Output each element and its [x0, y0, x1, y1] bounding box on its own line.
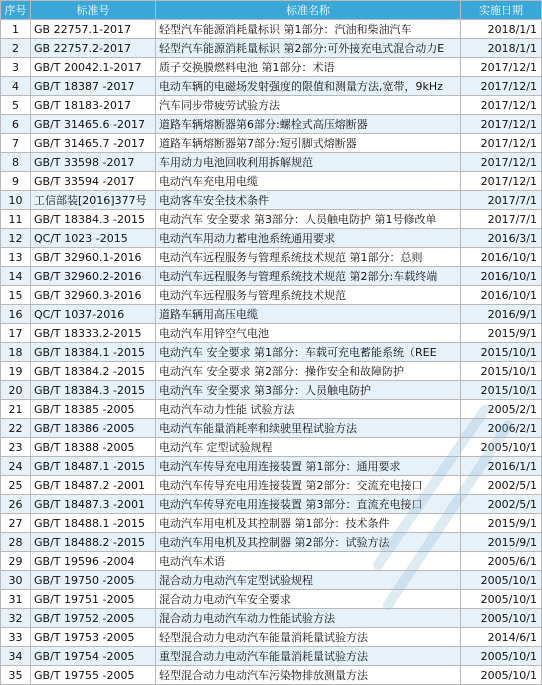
standard-code: GB/T 32960.2-2016 — [31, 267, 156, 286]
table-row — [1, 552, 542, 571]
row-index: 22 — [1, 419, 31, 438]
effective-date: 2002/5/1 — [461, 476, 542, 495]
standard-code: GB/T 20042.1-2017 — [31, 58, 156, 77]
row-index: 8 — [1, 153, 31, 172]
effective-date: 2014/6/1 — [461, 628, 542, 647]
row-index: 12 — [1, 229, 31, 248]
standard-name: 混合动力电动汽车定型试验规程 — [156, 571, 461, 590]
standard-name: 电动车辆的电磁场发射强度的限值和测量方法,宽带，9kHz — [156, 77, 461, 96]
effective-date: 2005/10/1 — [461, 647, 542, 666]
row-index: 32 — [1, 609, 31, 628]
effective-date: 2005/10/1 — [461, 571, 542, 590]
standard-name: 电动汽车 安全要求 第3部分：人员触电防护 — [156, 381, 461, 400]
row-index: 3 — [1, 58, 31, 77]
effective-date: 2017/7/1 — [461, 210, 542, 229]
effective-date: 2005/2/1 — [461, 400, 542, 419]
effective-date: 2017/12/1 — [461, 58, 542, 77]
table-row — [1, 457, 542, 476]
effective-date: 2016/10/1 — [461, 286, 542, 305]
table-row — [1, 286, 542, 305]
standard-name: 汽车同步带疲劳试验方法 — [156, 96, 461, 115]
standard-code: QC/T 1023 -2015 — [31, 229, 156, 248]
standard-code: GB/T 18487.3 -2001 — [31, 495, 156, 514]
table-row — [1, 400, 542, 419]
standard-code: GB/T 18487.2 -2001 — [31, 476, 156, 495]
table-row — [1, 533, 542, 552]
standard-code: GB/T 18388 -2005 — [31, 438, 156, 457]
row-index: 24 — [1, 457, 31, 476]
standard-name: 电动汽车传导充电用连接装置 第3部分：直流充电接口 — [156, 495, 461, 514]
effective-date: 2006/2/1 — [461, 419, 542, 438]
standard-code: 工信部装[2016]377号 — [31, 191, 156, 210]
table-row — [1, 172, 542, 191]
row-index: 34 — [1, 647, 31, 666]
table-row — [1, 590, 542, 609]
standard-name: 电动汽车动力性能 试验方法 — [156, 400, 461, 419]
standard-name: 电动汽车用电机及其控制器 第2部分：试验方法 — [156, 533, 461, 552]
effective-date: 2016/3/1 — [461, 229, 542, 248]
standard-name: 车用动力电池回收利用拆解规范 — [156, 153, 461, 172]
row-index: 5 — [1, 96, 31, 115]
effective-date: 2017/12/1 — [461, 77, 542, 96]
row-index: 14 — [1, 267, 31, 286]
effective-date: 2017/12/1 — [461, 153, 542, 172]
standard-name: 电动汽车传导充电用连接装置 第1部分：通用要求 — [156, 457, 461, 476]
table-row — [1, 39, 542, 58]
effective-date: 2017/12/1 — [461, 96, 542, 115]
row-index: 31 — [1, 590, 31, 609]
row-index: 19 — [1, 362, 31, 381]
effective-date: 2015/10/1 — [461, 343, 542, 362]
standard-name: 轻型混合动力电动汽车能量消耗量试验方法 — [156, 628, 461, 647]
row-index: 21 — [1, 400, 31, 419]
row-index: 28 — [1, 533, 31, 552]
standard-code: GB 22757.1-2017 — [31, 20, 156, 39]
standard-name: 电动汽车 安全要求 第3部分：人员触电防护 第1号修改单 — [156, 210, 461, 229]
standard-name: 电动汽车用电机及其控制器 第1部分：技术条件 — [156, 514, 461, 533]
table-body — [1, 20, 542, 685]
standard-name: 电动汽车 安全要求 第1部分：车载可充电蓄能系统（REE — [156, 343, 461, 362]
standard-code: GB/T 18487.1 -2015 — [31, 457, 156, 476]
table-row — [1, 305, 542, 324]
header-effective-date: 实施日期 — [461, 1, 542, 20]
standard-name: 轻型混合动力电动汽车污染物排放测量方法 — [156, 666, 461, 685]
table-row — [1, 362, 542, 381]
table-header-row — [1, 1, 542, 20]
standard-name: 电动汽车远程服务与管理系统技术规范 第2部分:车载终端 — [156, 267, 461, 286]
standard-code: GB/T 32960.1-2016 — [31, 248, 156, 267]
standard-name: 电动汽车远程服务与管理系统技术规范 — [156, 286, 461, 305]
header-standard-name: 标准名称 — [156, 1, 461, 20]
standard-name: 混合动力电动汽车动力性能试验方法 — [156, 609, 461, 628]
standard-code: GB/T 18183-2017 — [31, 96, 156, 115]
effective-date: 2017/12/1 — [461, 134, 542, 153]
table-row — [1, 419, 542, 438]
table-row — [1, 96, 542, 115]
table-row — [1, 58, 542, 77]
standard-code: GB/T 18386 -2005 — [31, 419, 156, 438]
effective-date: 2005/10/1 — [461, 666, 542, 685]
table-row — [1, 438, 542, 457]
row-index: 23 — [1, 438, 31, 457]
row-index: 26 — [1, 495, 31, 514]
table-row — [1, 647, 542, 666]
standard-name: 电动汽车能量消耗率和续驶里程试验方法 — [156, 419, 461, 438]
row-index: 9 — [1, 172, 31, 191]
table-row — [1, 628, 542, 647]
row-index: 1 — [1, 20, 31, 39]
table-row — [1, 134, 542, 153]
standard-name: 混合动力电动汽车安全要求 — [156, 590, 461, 609]
standard-code: GB/T 18488.2 -2015 — [31, 533, 156, 552]
standard-name: 质子交换膜燃料电池 第1部分：术语 — [156, 58, 461, 77]
table-row — [1, 210, 542, 229]
standard-code: GB 22757.2-2017 — [31, 39, 156, 58]
table-row — [1, 77, 542, 96]
effective-date: 2016/9/1 — [461, 305, 542, 324]
standard-name: 道路车辆用高压电缆 — [156, 305, 461, 324]
standard-code: GB/T 33598 -2017 — [31, 153, 156, 172]
standard-name: 电动汽车用锌空气电池 — [156, 324, 461, 343]
standard-name: 轻型汽车能源消耗量标识 第2部分:可外接充电式混合动力E — [156, 39, 461, 58]
effective-date: 2005/10/1 — [461, 590, 542, 609]
effective-date: 2015/10/1 — [461, 381, 542, 400]
table-row — [1, 514, 542, 533]
row-index: 4 — [1, 77, 31, 96]
standard-code: GB/T 18384.3 -2015 — [31, 210, 156, 229]
row-index: 13 — [1, 248, 31, 267]
effective-date: 2018/1/1 — [461, 20, 542, 39]
standard-code: GB/T 18384.3 -2015 — [31, 381, 156, 400]
effective-date: 2015/9/1 — [461, 324, 542, 343]
effective-date: 2015/9/1 — [461, 514, 542, 533]
header-index: 序号 — [1, 1, 31, 20]
row-index: 17 — [1, 324, 31, 343]
row-index: 18 — [1, 343, 31, 362]
standard-name: 电动汽车 安全要求 第2部分：操作安全和故障防护 — [156, 362, 461, 381]
table-row — [1, 571, 542, 590]
table-row — [1, 666, 542, 685]
row-index: 20 — [1, 381, 31, 400]
effective-date: 2015/10/1 — [461, 362, 542, 381]
standard-name: 电动汽车 定型试验规程 — [156, 438, 461, 457]
standard-code: GB/T 33594 -2017 — [31, 172, 156, 191]
effective-date: 2018/1/1 — [461, 39, 542, 58]
standard-code: GB/T 32960.3-2016 — [31, 286, 156, 305]
effective-date: 2016/1/1 — [461, 457, 542, 476]
standard-code: QC/T 1037-2016 — [31, 305, 156, 324]
table-row — [1, 324, 542, 343]
row-index: 15 — [1, 286, 31, 305]
table-row — [1, 267, 542, 286]
effective-date: 2017/12/1 — [461, 115, 542, 134]
standard-name: 道路车辆熔断器第6部分:螺栓式高压熔断器 — [156, 115, 461, 134]
effective-date: 2015/9/1 — [461, 533, 542, 552]
row-index: 10 — [1, 191, 31, 210]
standard-name: 重型混合动力电动汽车能量消耗量试验方法 — [156, 647, 461, 666]
standard-code: GB/T 19596 -2004 — [31, 552, 156, 571]
standard-code: GB/T 18385 -2005 — [31, 400, 156, 419]
row-index: 7 — [1, 134, 31, 153]
effective-date: 2016/10/1 — [461, 248, 542, 267]
effective-date: 2017/12/1 — [461, 172, 542, 191]
standard-name: 电动汽车充电用电缆 — [156, 172, 461, 191]
standard-code: GB/T 19752 -2005 — [31, 609, 156, 628]
row-index: 35 — [1, 666, 31, 685]
standard-name: 电动汽车远程服务与管理系统技术规范 第1部分：总则 — [156, 248, 461, 267]
standard-code: GB/T 18384.2 -2015 — [31, 362, 156, 381]
table-row — [1, 609, 542, 628]
row-index: 11 — [1, 210, 31, 229]
table-row — [1, 153, 542, 172]
effective-date: 2016/10/1 — [461, 267, 542, 286]
row-index: 6 — [1, 115, 31, 134]
table-row — [1, 381, 542, 400]
table-row — [1, 495, 542, 514]
row-index: 25 — [1, 476, 31, 495]
standard-code: GB/T 19750 -2005 — [31, 571, 156, 590]
standard-name: 电动客车安全技术条件 — [156, 191, 461, 210]
standard-code: GB/T 19755 -2005 — [31, 666, 156, 685]
standard-code: GB/T 31465.6 -2017 — [31, 115, 156, 134]
table-row — [1, 115, 542, 134]
standard-code: GB/T 19753 -2005 — [31, 628, 156, 647]
standard-code: GB/T 19751 -2005 — [31, 590, 156, 609]
row-index: 30 — [1, 571, 31, 590]
effective-date: 2005/10/1 — [461, 438, 542, 457]
standard-code: GB/T 18384.1 -2015 — [31, 343, 156, 362]
effective-date: 2005/10/1 — [461, 609, 542, 628]
standard-name: 电动汽车术语 — [156, 552, 461, 571]
row-index: 33 — [1, 628, 31, 647]
row-index: 16 — [1, 305, 31, 324]
standard-code: GB/T 18387 -2017 — [31, 77, 156, 96]
standard-name: 道路车辆熔断器第7部分:短引脚式熔断器 — [156, 134, 461, 153]
row-index: 2 — [1, 39, 31, 58]
standard-code: GB/T 31465.7 -2017 — [31, 134, 156, 153]
row-index: 29 — [1, 552, 31, 571]
header-standard-code: 标准号 — [31, 1, 156, 20]
effective-date: 2005/6/1 — [461, 552, 542, 571]
table-row — [1, 229, 542, 248]
effective-date: 2002/5/1 — [461, 495, 542, 514]
standard-name: 电动汽车传导充电用连接装置 第2部分：交流充电接口 — [156, 476, 461, 495]
row-index: 27 — [1, 514, 31, 533]
table-row — [1, 20, 542, 39]
standard-code: GB/T 18333.2-2015 — [31, 324, 156, 343]
table-row — [1, 248, 542, 267]
table-row — [1, 191, 542, 210]
standard-code: GB/T 19754 -2005 — [31, 647, 156, 666]
effective-date: 2017/7/1 — [461, 191, 542, 210]
standard-code: GB/T 18488.1 -2015 — [31, 514, 156, 533]
standard-name: 轻型汽车能源消耗量标识 第1部分：汽油和柴油汽车 — [156, 20, 461, 39]
table-row — [1, 343, 542, 362]
standard-name: 电动汽车用动力蓄电池系统通用要求 — [156, 229, 461, 248]
table-row — [1, 476, 542, 495]
